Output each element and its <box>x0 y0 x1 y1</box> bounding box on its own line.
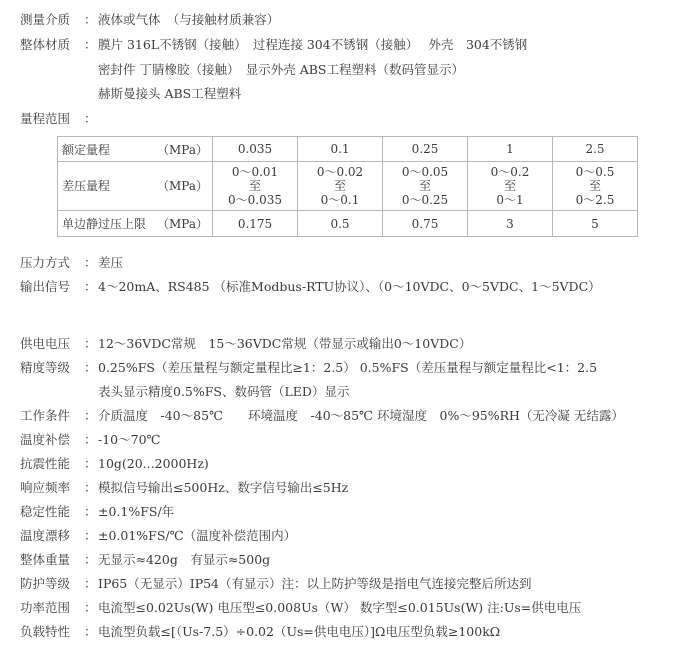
spec-value: 模拟信号输出≤500Hz、数字信号输出≤5Hz <box>98 480 349 495</box>
colon: ： <box>84 279 97 294</box>
unit-label: （MPa） <box>157 217 208 231</box>
spec-value: 差压 <box>98 255 124 270</box>
spec-label: 供电电压 <box>20 336 71 351</box>
spec-label: 稳定性能 <box>20 504 71 519</box>
row-header <box>58 137 213 162</box>
row-label: 差压量程 <box>62 179 111 193</box>
colon: ： <box>84 255 97 270</box>
spec-load <box>20 624 500 640</box>
table-cell: 0.5 <box>298 211 383 237</box>
spec-pressure-mode <box>20 255 123 271</box>
spec-label: 负载特性 <box>20 624 71 639</box>
spec-range <box>20 111 98 127</box>
colon: ： <box>84 360 97 375</box>
spec-value: 电流型≤0.02Us(W) 电压型≤0.008Us（W） 数字型≤0.015Us(W) 注:Us=供电电压 <box>98 600 582 615</box>
spec-vibration <box>20 456 209 472</box>
spec-value: ±0.01%FS/℃（温度补偿范围内） <box>98 528 297 543</box>
spec-stability <box>20 504 174 520</box>
range-from: 0～0.5 <box>575 165 615 179</box>
colon: ： <box>84 111 97 126</box>
spec-material-line-3: 赫斯曼接头 ABS工程塑料 <box>98 86 242 101</box>
range-to-word: 至 <box>248 179 261 193</box>
row-header <box>58 211 213 237</box>
spec-temp-comp <box>20 432 161 448</box>
row-header <box>58 162 213 211</box>
spec-accuracy-line-2: 表头显示精度0.5%FS、数码管（LED）显示 <box>98 384 350 399</box>
spec-power <box>20 600 581 616</box>
table-row <box>58 137 638 162</box>
spec-weight <box>20 552 270 568</box>
table-cell <box>298 162 383 211</box>
spec-medium <box>20 12 279 28</box>
row-label: 单边静过压上限 <box>62 217 147 231</box>
spec-conditions <box>20 408 624 424</box>
range-to: 0～0.25 <box>401 193 449 207</box>
range-from: 0～0.02 <box>316 165 364 179</box>
colon: ： <box>84 600 97 615</box>
spec-label: 精度等级 <box>20 360 71 375</box>
spec-label: 抗震性能 <box>20 456 71 471</box>
spec-value: -10～70℃ <box>98 432 161 447</box>
colon: ： <box>84 432 97 447</box>
range-to: 0～0.1 <box>320 193 360 207</box>
row-label: 额定量程 <box>62 142 111 157</box>
spec-value: IP65（无显示）IP54（有显示）注：以上防护等级是指电气连接完整后所达到 <box>98 576 532 591</box>
table-cell: 0.035 <box>213 137 298 162</box>
range-from: 0～0.01 <box>231 165 279 179</box>
unit-label: （MPa） <box>157 142 208 157</box>
spec-label: 量程范围 <box>20 111 71 126</box>
table-cell: 0.175 <box>213 211 298 237</box>
colon: ： <box>84 336 97 351</box>
spec-protection <box>20 576 532 592</box>
unit-label: （MPa） <box>157 179 208 193</box>
range-from: 0～0.2 <box>490 165 530 179</box>
colon: ： <box>84 456 97 471</box>
spec-value: 10g(20...2000Hz) <box>98 456 209 471</box>
range-to-word: 至 <box>588 179 601 193</box>
spec-temp-drift <box>20 528 296 544</box>
spec-value: 液体或气体 （与接触材质兼容） <box>98 12 280 27</box>
spec-material <box>20 37 527 53</box>
range-to: 0～2.5 <box>575 193 615 207</box>
spec-output <box>20 279 601 295</box>
table-cell: 0.25 <box>383 137 468 162</box>
colon: ： <box>84 528 97 543</box>
spec-label: 温度补偿 <box>20 432 71 447</box>
colon: ： <box>84 504 97 519</box>
spec-label: 工作条件 <box>20 408 71 423</box>
spec-label: 测量介质 <box>20 12 71 27</box>
colon: ： <box>84 480 97 495</box>
colon: ： <box>84 12 97 27</box>
colon: ： <box>84 576 97 591</box>
spec-value: 电流型负载≤[（Us-7.5）÷0.02（Us=供电电压）]Ω电压型负载≥100kΩ <box>98 624 501 639</box>
spec-response <box>20 480 348 496</box>
spec-label: 输出信号 <box>20 279 71 294</box>
spec-accuracy <box>20 360 597 376</box>
colon: ： <box>84 37 97 52</box>
range-to-word: 至 <box>503 179 516 193</box>
colon: ： <box>84 552 97 567</box>
table-cell: 5 <box>553 211 638 237</box>
table-row <box>58 162 638 211</box>
spec-label: 响应频率 <box>20 480 71 495</box>
table-cell: 1 <box>468 137 553 162</box>
range-to: 0～1 <box>496 193 524 207</box>
range-table <box>57 136 638 237</box>
spec-label: 温度漂移 <box>20 528 71 543</box>
spec-supply <box>20 336 471 352</box>
table-row <box>58 211 638 237</box>
table-cell <box>213 162 298 211</box>
spec-label: 防护等级 <box>20 576 71 591</box>
spec-label: 压力方式 <box>20 255 71 270</box>
range-to-word: 至 <box>333 179 346 193</box>
spec-value: 介质温度 -40～85℃ 环境温度 -40～85℃ 环境湿度 0%～95%RH（无冷凝 无结露） <box>98 408 624 423</box>
spec-value: 0.25%FS（差压量程与额定量程比≥1：2.5） 0.5%FS（差压量程与额定量程比<1：2.5 <box>98 360 598 375</box>
table-cell <box>383 162 468 211</box>
table-cell: 0.1 <box>298 137 383 162</box>
spec-value: 12～36VDC常规 15～36VDC常规（带显示或输出0～10VDC） <box>98 336 472 351</box>
table-cell: 2.5 <box>553 137 638 162</box>
spec-value: 膜片 316L不锈钢（接触） 过程连接 304不锈钢（接触） 外壳 304不锈钢 <box>98 37 528 52</box>
spec-value: ±0.1%FS/年 <box>98 504 175 519</box>
table-cell <box>553 162 638 211</box>
colon: ： <box>84 408 97 423</box>
spec-label: 整体重量 <box>20 552 71 567</box>
spec-value: 4～20mA、RS485 （标准Modbus-RTU协议）、（0～10VDC、0～5VDC、1～5VDC） <box>98 279 601 294</box>
spec-label: 整体材质 <box>20 37 71 52</box>
spec-value: 无显示≈420g 有显示≈500g <box>98 552 271 567</box>
range-from: 0～0.05 <box>401 165 449 179</box>
range-to-word: 至 <box>418 179 431 193</box>
spec-label: 功率范围 <box>20 600 71 615</box>
table-cell: 3 <box>468 211 553 237</box>
table-cell: 0.75 <box>383 211 468 237</box>
colon: ： <box>84 624 97 639</box>
range-to: 0～0.035 <box>228 193 282 207</box>
table-cell <box>468 162 553 211</box>
spec-material-line-2: 密封件 丁腈橡胶（接触） 显示外壳 ABS工程塑料（数码管显示） <box>98 62 464 77</box>
